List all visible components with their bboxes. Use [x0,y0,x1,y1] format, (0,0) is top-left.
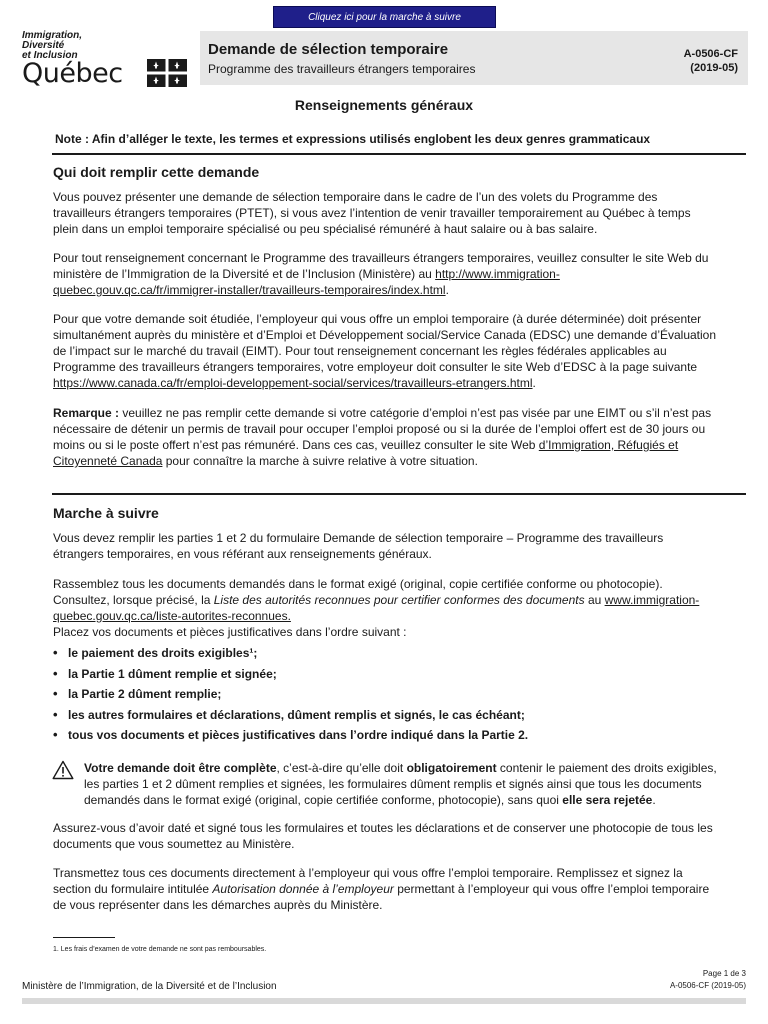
edsc-website-link[interactable]: https://www.canada.ca/fr/emploi-developpement-social/services/travailleurs-etrangers.html [53,376,533,390]
ministry-logo-text [22,31,82,61]
gender-note: Note : Afin d’alléger le texte, les termes et expressions utilisés englobent les deux genres grammaticaux [55,132,651,146]
section-divider [52,493,746,495]
list-item: • la Partie 1 dûment remplie et signée; [53,666,717,687]
paragraph-send-documents: Transmettez tous ces documents directement à l’employeur qui vous offre l’emploi temporaire. Remplissez et signez la section du formulaire intitulée Autorisation donnée à l’employeur permettant à l’employeur qui vous offre l’emploi temporaire de vous représenter dans les démarches auprès du Ministère. [53,866,710,912]
section-title-who: Qui doit remplir cette demande [53,164,260,180]
form-subtitle: Programme des travailleurs étrangers temporaires [208,62,476,76]
documents-order-list [53,645,717,748]
form-header [200,31,748,85]
complete-application-warning: Votre demande doit être complète, c’est-à-dire qu’elle doit obligatoirement contenir le paiement des droits exigibles, les parties 1 et 2 dûment remplies et signées, les formulaires dûment remplis et signés ainsi que tous les documents demandés dans le format exigé (original, copie certifiée conforme, photocopie), sans quoi elle sera rejetée. [84,761,717,807]
list-item: • le paiement des droits exigibles¹; [53,645,717,666]
paragraph-eimt: Pour que votre demande soit étudiée, l’employeur qui vous offre un emploi temporaire (à durée déterminée) doit présenter simultanément auprès du ministère et d’Emploi et Développement social/Service Canada (EDSC) une demande d’Évaluation de l’impact sur le marché du travail (EIMT). Pour tout renseignement concernant les règles fédérales applicables au Programme des travailleurs étrangers temporaires, votre employeur doit consulter le site Web d’EDSC à la page suivante https://www.canada.ca/fr/emploi-developpement-social/services/travailleurs-etrangers.html. [53,312,717,390]
ircc-website-link[interactable]: d’Immigration, Réfugiés et Citoyenneté Canada [53,438,679,468]
footer-form-code: A-0506-CF (2019-05) [669,981,746,990]
footer-band [22,998,746,1004]
footnote-divider [53,937,115,938]
ministry-website-link[interactable]: http://www.immigration-quebec.gouv.qc.ca/fr/immigrer-installer/travailleurs-temporaires/index.html [53,267,560,297]
logo-line-3: et Inclusion [22,50,78,61]
form-code-number: A-0506-CF [683,48,738,60]
list-item: • tous vos documents et pièces justificatives dans l’ordre indiqué dans la Partie 2. [53,727,717,748]
logo-line-1: Immigration, [22,30,83,41]
paragraph-remark: Remarque : veuillez ne pas remplir cette demande si votre catégorie d’emploi n’est pas visée par une EIMT ou s’il n’est pas nécessaire de détenir un permis de travail pour occuper l’emploi proposé ou si la durée de l’emploi offert est de 30 jours ou moins ou si le poste offert n’est pas rémunéré. Dans ces cas, veuillez consulter le site Web d’Immigration, Réfugiés et Citoyenneté Canada pour connaître la marche à suivre relative à votre situation. [53,406,712,468]
footnote: 1. Les frais d’examen de votre demande ne sont pas remboursables. [53,946,267,953]
form-title: Demande de sélection temporaire [208,41,449,58]
quebec-wordmark: Québec [22,58,123,89]
paragraph-sign-forms: Assurez-vous d’avoir daté et signé tous les formulaires et toutes les déclarations et de conserver une photocopie de tous les documents que vous soumettez au Ministère. [53,821,713,851]
form-code [684,47,738,75]
paragraph-gather-documents: Rassemblez tous les documents demandés dans le format exigé (original, copie certifiée conforme ou photocopie). Consultez, lorsque précisé, la Liste des autorités reconnues pour certifier conformes des documents au www.immigration-quebec.gouv.qc.ca/liste-autorites-reconnues. [53,577,700,623]
paragraph-eligibility: Vous pouvez présenter une demande de sélection temporaire dans le cadre de l’un des volets du Programme des travailleurs étrangers temporaires (PTET), si vous avez l’intention de venir travailler temporairement au Québec à temps plein dans un emploi temporaire spécialisé ou peu spécialisé rémunéré à haut salaire ou à bas salaire. [53,190,691,236]
page-title: Renseignements généraux [294,97,474,113]
paragraph-order-intro: Placez vos documents et pièces justificatives dans l’ordre suivant : [53,625,407,639]
list-item: • la Partie 2 dûment remplie; [53,686,717,707]
authorities-list-link[interactable]: www.immigration-quebec.gouv.qc.ca/liste-autorites-reconnues. [53,593,700,623]
procedure-link-button[interactable]: Cliquez ici pour la marche à suivre [273,6,496,28]
footer-page-info [670,968,746,992]
list-item: • les autres formulaires et déclarations, dûment remplis et signés, le cas échéant; [53,707,717,728]
warning-icon [52,760,74,780]
paragraph-fill-parts: Vous devez remplir les parties 1 et 2 du formulaire Demande de sélection temporaire – Programme des travailleurs étrangers temporaires, en vous référant aux renseignements généraux. [53,531,664,561]
page-number: Page 1 de 3 [702,969,746,978]
paragraph-program-info: Pour tout renseignement concernant le Programme des travailleurs étrangers temporaires, veuillez consulter le site Web du ministère de l’Immigration de la Diversité et de l’Inclusion (Ministère) au http://www.immigration-quebec.gouv.qc.ca/fr/immigrer-installer/travailleurs-temporaires/index.html. [53,251,709,297]
logo-line-2: Diversité [22,40,65,51]
section-title-procedure: Marche à suivre [53,505,159,521]
footer-ministry: Ministère de l’Immigration, de la Diversité et de l’Inclusion [22,981,277,992]
section-divider [52,153,746,155]
fleurdelise-flag-icon [147,59,187,87]
form-code-version: (2019-05) [690,62,738,74]
